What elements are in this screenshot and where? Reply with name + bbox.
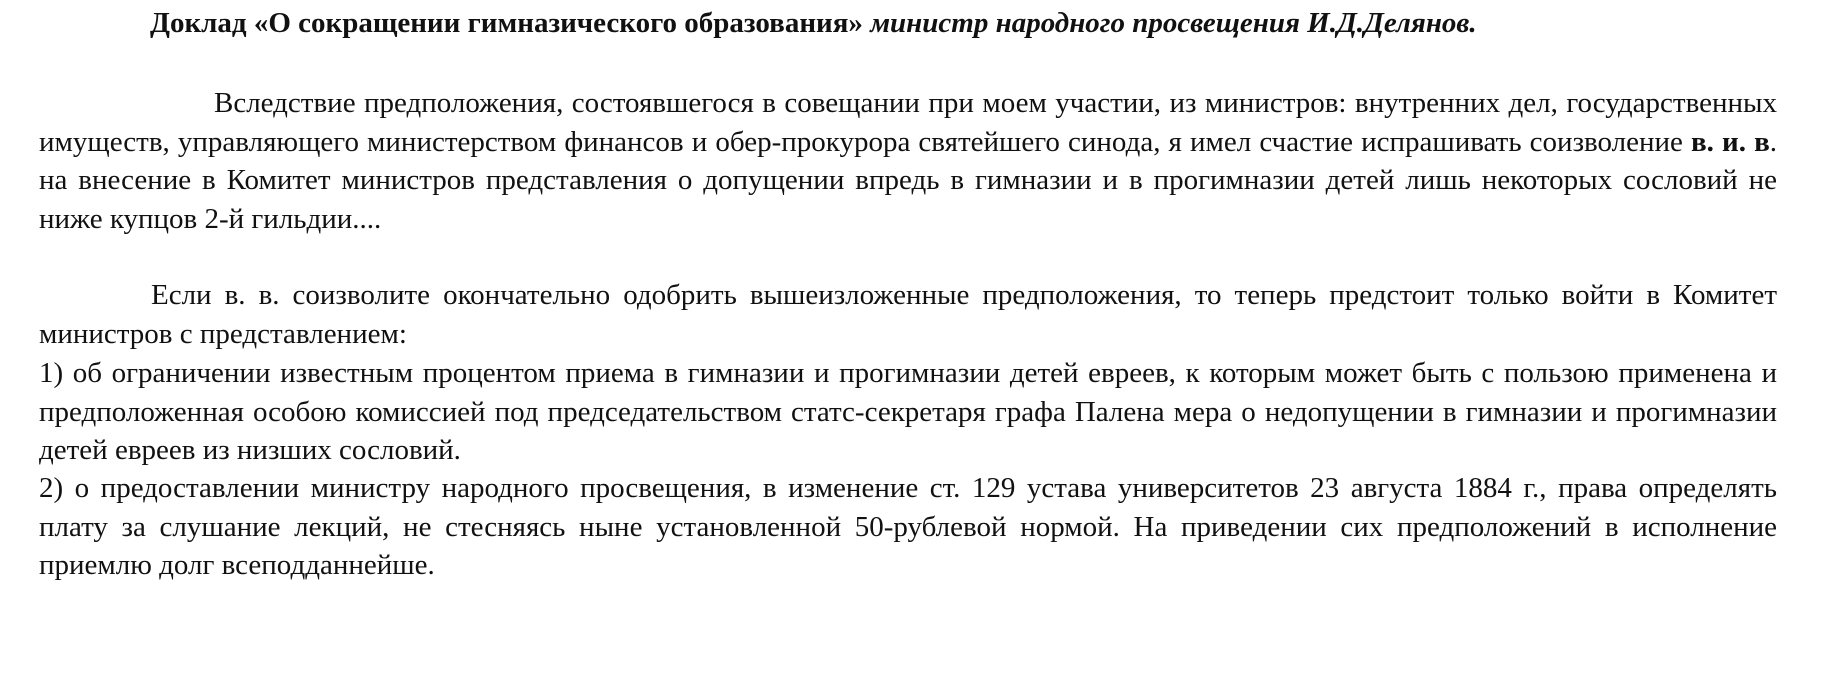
- list-item-1: 1) об ограничении известным процентом приема в гимназии и прогимназии детей евреев, к которым может быть с пользою применена и предположенная особою комиссией под председательством статс-секретаря графа Палена мера о недопущении в гимназии и прогимназии детей евреев из низших сословий.: [39, 357, 1777, 466]
- paragraph-1-part-2: . на внесение в Комитет министров представления о допущении впредь в гимназии и в прогимназии детей лишь некоторых сословий не ниже купцов 2-й гильдии....: [39, 125, 1777, 235]
- list-item-2: 2) о предоставлении министру народного просвещения, в изменение ст. 129 устава университетов 23 августа 1884 г., права определять плату за слушание лекций, не стесняясь ныне установленной 50-рублевой нормой. На приведении сих предположений в исполнение приемлю долг всеподданнейше.: [39, 472, 1777, 581]
- paragraph-2: Если в. в. соизволите окончательно одобрить вышеизложенные предположения, то теперь предстоит только войти в Комитет министров с представлением:: [39, 279, 1777, 350]
- document-title-author: министр народного просвещения И.Д.Делянов.: [870, 7, 1477, 39]
- document-title: [150, 4, 1477, 42]
- document-title-main: Доклад «О сокращении гимназического образования»: [150, 7, 863, 39]
- paragraph-1: [39, 84, 1777, 238]
- paragraph-1-emphasis: в. и. в: [1691, 125, 1770, 158]
- paragraph-1-part-1: Вследствие предположения, состоявшегося в совещании при моем участии, из министров: внутренних дел, государственных имуществ, управляющего министерством финансов и обер-прокурора святейшего синода, я имел счастие испрашивать соизволение: [39, 87, 1777, 158]
